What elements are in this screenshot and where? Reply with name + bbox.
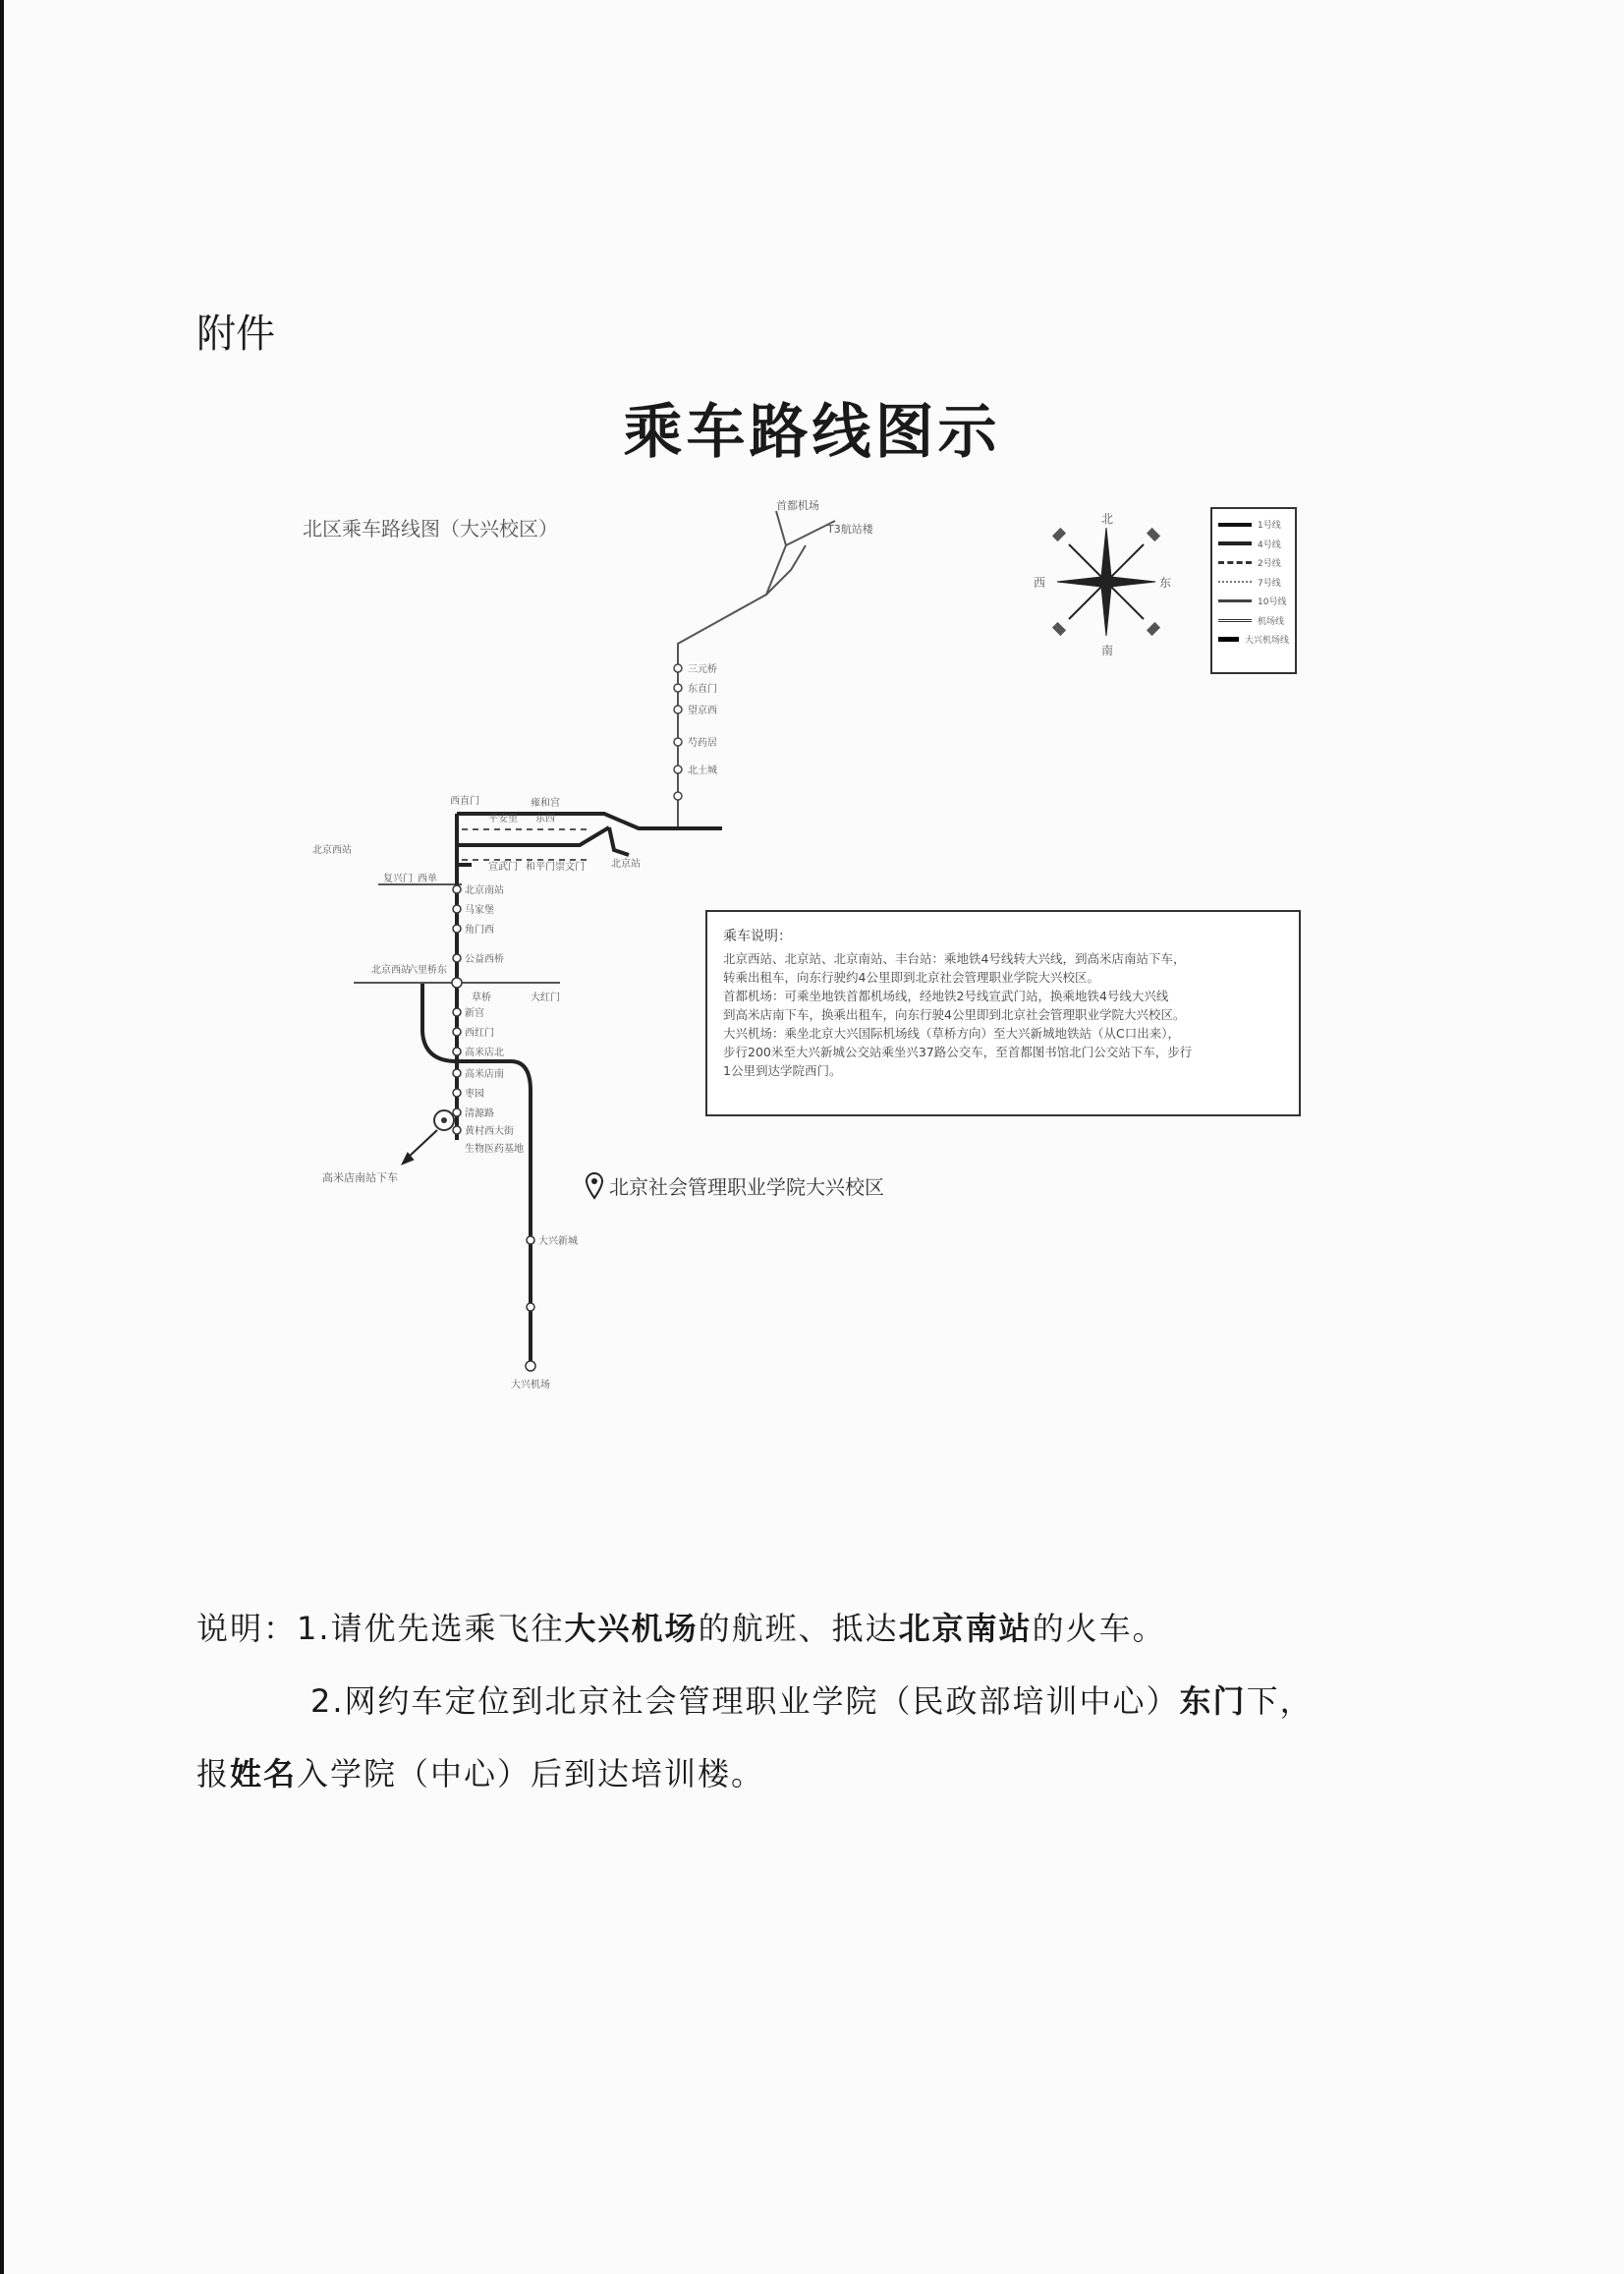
station-top-airport: 首都机场 [776,499,819,512]
station-top-airport-t3: T3航站楼 [827,523,873,536]
station-west-1: 北京西站 [371,965,411,976]
station-sanyuanqiao: 三元桥 [688,664,717,675]
legend-row [1218,515,1289,535]
station-south-1: 北京南站 [465,885,504,896]
legend-swatch [1218,523,1252,527]
legend-swatch [1218,581,1252,583]
instructions-line: 北京西站、北京站、北京南站、丰台站：乘地铁4号线转大兴线，到高米店南站下车， [723,951,1186,966]
taxi-icon [434,1110,454,1130]
compass-north: 北 [1101,512,1114,526]
station-south-9: 枣园 [465,1089,484,1100]
station-south-10: 清源路 [465,1109,494,1119]
station-south-8: 高米店南 [465,1069,504,1080]
note-text: 的航班、抵达 [698,1610,899,1647]
legend-row [1218,553,1289,573]
legend-label: 大兴机场线 [1244,636,1289,647]
instructions-line: 到高米店南下车，换乘出租车，向东行驶4公里即到北京社会管理职业学院大兴校区。 [723,1007,1186,1022]
page-title: 乘车路线图示 [623,398,1001,467]
note-bold: 北京南站 [898,1610,1033,1647]
station-west-2: 六里桥东 [408,965,447,976]
note-text: 说明：1.请优先选乘飞往 [196,1610,565,1647]
legend-label: 7号线 [1258,578,1281,589]
instructions-line: 大兴机场：乘坐北京大兴国际机场线（草桥方向）至大兴新城地铁站（从C口出来）， [723,1026,1180,1041]
taxi-label: 高米店南站下车 [322,1171,398,1184]
legend-row [1218,592,1289,611]
station-xizhimen: 西直门 [450,796,479,807]
compass-south: 南 [1101,644,1114,657]
station-west-3: 草桥 [472,993,491,1003]
route-instructions [705,910,1301,1116]
station-hepingmen: 和平门 [526,862,555,873]
station-fuxingmen: 复兴门 [383,874,413,884]
legend-swatch [1218,541,1252,545]
destination-label: 北京社会管理职业学院大兴校区 [609,1175,884,1199]
station-south-4: 公益西桥 [465,954,504,965]
instructions-title: 乘车说明： [723,929,792,944]
note-bold: 姓名 [230,1755,298,1792]
note-text: 的火车。 [1032,1610,1166,1647]
attachment-label: 附件 [196,312,275,357]
compass-west: 西 [1034,576,1046,590]
note-line-2 [310,1677,1314,1722]
compass-icon [1052,528,1160,636]
station-xidan: 西单 [418,874,437,884]
legend-swatch [1218,619,1252,622]
station-south-7: 高米店北 [465,1048,504,1058]
note-bold: 大兴机场 [564,1610,699,1647]
compass-east: 东 [1159,576,1172,590]
map-subtitle: 北区乘车路线图（大兴校区） [303,517,558,540]
station-pinganli: 平安里 [488,814,518,824]
station-dongzhimen: 东直门 [688,684,717,695]
note-bold: 东门 [1179,1682,1247,1720]
station-xuanwumen: 宣武门 [488,862,518,873]
legend-row [1218,611,1289,631]
note-text: 下， [1246,1682,1314,1720]
station-daxing-airport: 大兴机场 [511,1380,550,1391]
station-beitucheng: 北土城 [688,766,717,776]
legend-swatch [1218,599,1252,602]
legend-label: 机场线 [1258,616,1285,627]
destination [586,1171,884,1200]
station-wangjingxi: 望京西 [688,706,717,716]
instructions-line: 1公里到达学院西门。 [723,1063,842,1078]
station-south-2: 马家堡 [465,905,494,916]
legend-swatch [1218,561,1252,564]
instructions-line: 转乘出租车，向东行驶约4公里即到北京社会管理职业学院大兴校区。 [723,970,1099,985]
legend-label: 1号线 [1258,521,1281,532]
station-chongwenmen: 崇文门 [555,862,585,873]
legend-swatch [1218,637,1239,642]
station-beijingzhan: 北京站 [611,859,641,870]
station-south-3: 角门西 [465,925,494,936]
legend-label: 2号线 [1258,559,1281,570]
legend-label: 4号线 [1258,540,1281,550]
station-yonghegong: 雍和宫 [531,798,560,809]
station-west-4: 大红门 [531,993,560,1003]
taxi-arrow [403,1130,437,1164]
map-legend [1210,507,1297,674]
legend-label: 10号线 [1258,597,1287,608]
station-south-12: 生物医药基地 [465,1144,524,1155]
note-line-1 [196,1604,1166,1649]
instructions-line: 首都机场：可乘坐地铁首都机场线，经地铁2号线宣武门站，换乘地铁4号线大兴线 [723,989,1169,1003]
legend-row [1218,630,1289,650]
note-text: 报 [196,1755,231,1792]
instructions-line: 步行200米至大兴新城公交站乘坐兴37路公交车，至首都图书馆北门公交站下车，步行 [723,1045,1193,1059]
legend-row [1218,573,1289,593]
station-shaoyaoju: 芍药居 [688,738,717,749]
station-beijingxi: 北京西站 [312,845,352,856]
station-south-11: 黄村西大街 [465,1126,514,1137]
station-dongsi: 东四 [535,814,555,824]
note-text: 2.网约车定位到北京社会管理职业学院（民政部培训中心） [310,1682,1180,1720]
legend-row [1218,535,1289,554]
location-pin-icon [586,1172,603,1200]
note-line-3 [196,1749,764,1794]
station-south-6: 西红门 [465,1028,494,1039]
station-south-5: 新宫 [465,1008,484,1019]
station-daxing-xincheng: 大兴新城 [538,1236,578,1247]
note-text: 入学院（中心）后到达培训楼。 [297,1755,765,1792]
